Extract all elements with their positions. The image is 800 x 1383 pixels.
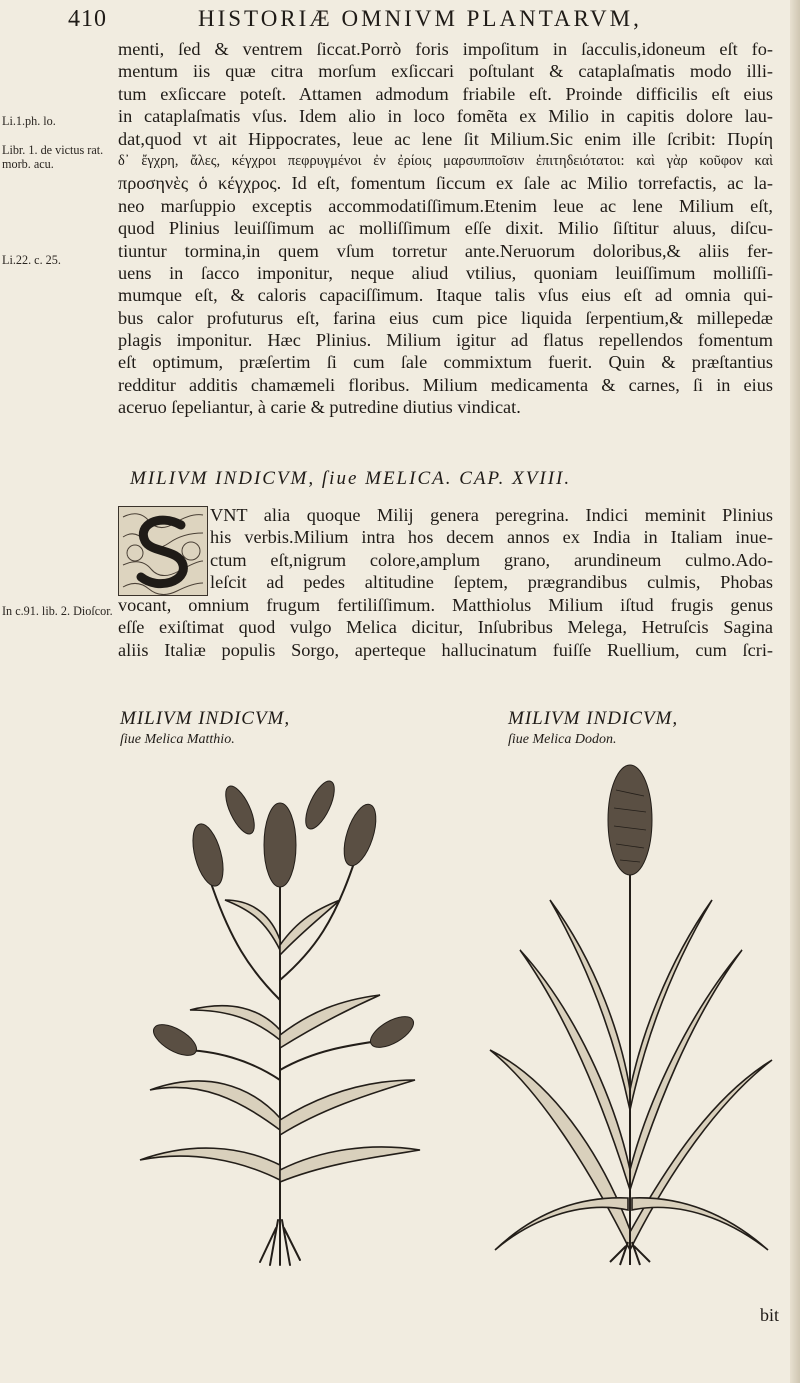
- text-line: bus calor profuturus eſt, farina eius cum pice liquida ſerpentium,& millepedæ: [118, 307, 773, 328]
- decorated-initial-s: [118, 506, 208, 596]
- text-line-greek: δ᾽ ἔγχρη, ἄλες, κέγχροι πεφρυγμένοι ἐν ἐρίοις μαρσυπποῖσιν ἐπιτηδειότατοι: καὶ γὰρ κοῦφον καὶ: [118, 152, 773, 169]
- text-line: dat,quod vt ait Hippocrates, leue ac lene ſit Milium.Sic enim ille ſcribit: Πυρίη: [118, 128, 773, 149]
- caption-subtitle: ſiue Melica Matthio.: [120, 732, 235, 747]
- text-line: his verbis.Milium intra hos decem annos ex India in Italiam inue-: [210, 527, 773, 548]
- chapter-heading: MILIVM INDICVM, ſiue MELICA. CAP. XVIII.: [130, 468, 572, 489]
- text-line: mentum iis quæ citra morſum exſiccari poſtulant & cataplaſmatis modo illi-: [118, 61, 773, 82]
- text-line: leſcit ad pedes altitudine ſeptem, prægrandibus culmis, Phobas: [210, 572, 773, 593]
- text-line: menti, ſed & ventrem ſiccat.Porrò foris impoſitum in ſacculis,idoneum eſt fo-: [118, 39, 773, 59]
- text-line: neo marſuppio exceptis accommodatiſſimum.Etenim leue ac lene Milium eſt,: [118, 195, 773, 216]
- figure-caption-left: [120, 708, 290, 748]
- text-line: redditur additis chamæmeli floribus. Milium medicamenta & carnes, ſi in eius: [118, 374, 773, 395]
- text-line: tum exſiccare poteſt. Attamen admodum friabile eſt. Proinde difficilis eſt eius: [118, 83, 773, 104]
- figure-caption-right: [508, 708, 678, 748]
- text-line: uens in ſacco imponitur, neque aliud vtilius, quoniam leuiſſimum molliſſi-: [118, 262, 773, 283]
- catchword: bit: [760, 1305, 780, 1325]
- text-line: aliis Italiæ populis Sorgo, aperteque hallucinatum fuiſſe Ruellium, cum ſcri-: [118, 639, 773, 660]
- text-line: plagis imponitur. Hæc Plinius. Milium igitur ad flatus repellendos fomentum: [118, 330, 773, 351]
- woodcut-illustration-right: [480, 750, 780, 1270]
- text-line: vocant, omnium frugum fertiliſſimum. Matthiolus Milium iſtud frugis genus: [118, 595, 773, 615]
- text-line: tiuntur tormina,in quem vſum torretur ante.Neruorum doloribus,& aliis fer-: [118, 240, 773, 261]
- text-line: VNT alia quoque Milij genera peregrina. Indici meminit Plinius: [210, 505, 773, 525]
- page-header: [0, 6, 800, 36]
- page-number: 410: [68, 6, 107, 32]
- caption-title: MILIVM INDICVM,: [508, 708, 679, 729]
- text-block-continuation: [118, 594, 773, 661]
- margin-note: Libr. 1. de victus rat. morb. acu.: [2, 143, 104, 171]
- text-line: eſſe exiſtimat quod vulgo Melica dicitur, Inſubribus Melega, Hetruſcis Sagina: [118, 617, 773, 638]
- text-line: ctum eſt,nigrum colore,amplum grano, arundineum culmo.Ado-: [210, 549, 773, 570]
- page-edge: [790, 0, 800, 1383]
- caption-subtitle: ſiue Melica Dodon.: [508, 732, 617, 747]
- margin-note: Li.1.ph. lo.: [2, 114, 56, 128]
- text-line: eſt optimum, præſertim ſi cum ſale commixtum fuerit. Quin & præſtantius: [118, 352, 773, 373]
- running-title: HISTORIÆ OMNIVM PLANTARVM,: [198, 6, 642, 31]
- text-block-chapter-opening: [210, 504, 773, 594]
- caption-title: MILIVM INDICVM,: [120, 708, 291, 729]
- margin-note: In c.91. lib. 2. Dioſcor.: [2, 604, 113, 618]
- woodcut-illustration-left: [120, 750, 440, 1270]
- text-line: in cataplaſmatis vſus. Idem alio in loco fomẽta ex Milio in capitis dolore lau-: [118, 106, 773, 127]
- text-line: aceruo ſepeliantur, à carie & putredine diutius vindicat.: [118, 397, 521, 418]
- text-line: mumque eſt, & caloris capaciſſimum. Itaque talis vſus eius eſt ad omnia qui-: [118, 285, 773, 306]
- margin-note: Li.22. c. 25.: [2, 253, 61, 267]
- text-block-main: [118, 38, 773, 419]
- text-line: προσηνὲς ὁ κέγχρος. Id eſt, fomentum ſiccum ex ſale ac Milio torrefactis, ac la-: [118, 173, 773, 194]
- text-line: quod Plinius leuiſſimum ac molliſſimum eſſe dixit. Milio ſiſtitur aluus, diſcu-: [118, 218, 773, 239]
